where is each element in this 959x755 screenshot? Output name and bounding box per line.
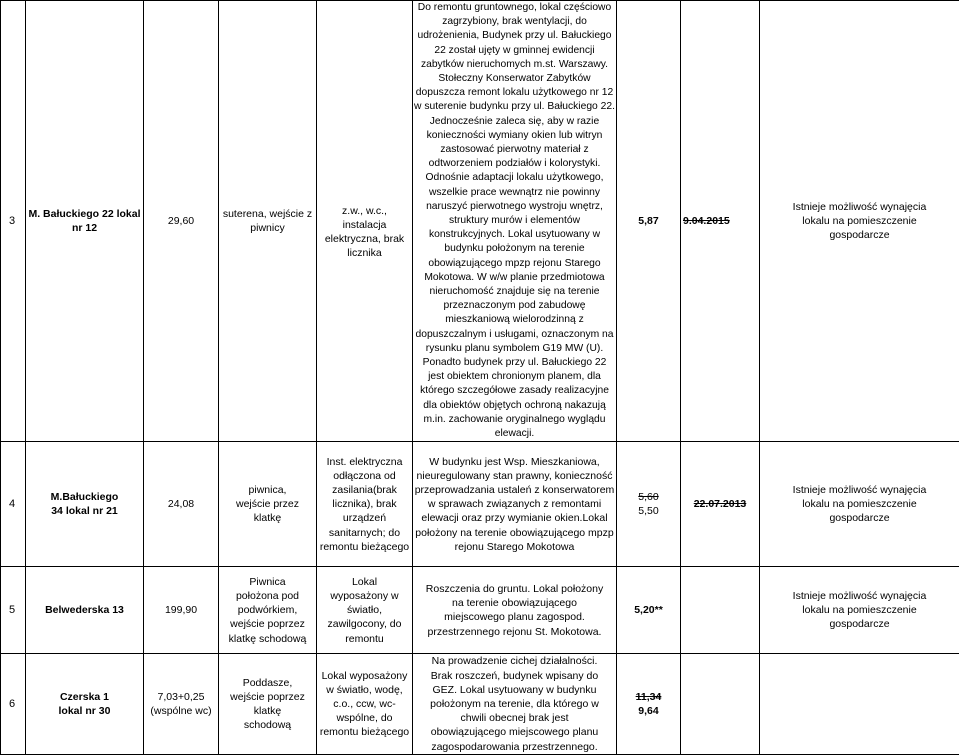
equipment-cell: Lokal wyposażony w światło, wodę, c.o., ccw, wc-wspólne, do remontu bieżącego	[317, 654, 413, 754]
equipment-cell: Inst. elektryczna odłączona od zasilania(brak licznika), brak urządzeń sanitarnych; do remontu bieżącego	[317, 442, 413, 567]
table-row	[1, 1, 959, 442]
location-cell: piwnica, wejście przez klatkę	[219, 442, 317, 567]
date-cell	[681, 654, 760, 754]
location-cell: suterena, wejście z piwnicy	[219, 1, 317, 442]
remarks-cell: Istnieje możliwość wynajęcia lokalu na pomieszczenie gospodarcze	[760, 442, 959, 567]
table-row	[1, 654, 959, 754]
equipment-cell: Lokal wyposażony w światło, zawilgocony, do remontu	[317, 567, 413, 654]
description-cell: W budynku jest Wsp. Mieszkaniowa, nieuregulowany stan prawny, konieczność przeprowadzania ustaleń z konserwatorem w sprawach związanych z remontami elewacji oraz przy wymianie okien.Lokal położony na terenie obowiązującego mpzp rejonu Starego Mokotowa	[413, 442, 617, 567]
date-cell: 9.04.2015	[681, 1, 760, 442]
table-row	[1, 442, 959, 567]
area-cell: 199,90	[144, 567, 219, 654]
remarks-cell: Istnieje możliwość wynajęcia lokalu na pomieszczenie gospodarcze	[760, 567, 959, 654]
rate-cell	[617, 567, 681, 654]
address-cell: M. Bałuckiego 22 lokal nr 12	[26, 1, 144, 442]
address-cell: Czerska 1 lokal nr 30	[26, 654, 144, 754]
row-number: 6	[1, 654, 26, 754]
rate-value: 9,64	[619, 704, 678, 718]
rate-value: 5,20**	[634, 604, 663, 616]
date-cell	[681, 567, 760, 654]
remarks-cell: Istnieje możliwość wynajęcia lokalu na pomieszczenie gospodarcze	[760, 1, 959, 442]
description-cell: Do remontu gruntownego, lokal częściowo zagrzybiony, brak wentylacji, do udrożenienia, Budynek przy ul. Bałuckiego 22 został ujęty w gminnej ewidencji zabytków nieruchomych m.st. Warszawy. Stołeczny Konserwator Zabytków dopuszcza remont lokalu użytkowego nr 12 w suterenie budynku przy ul. Bałuckiego 22. Jednocześnie zaleca się, aby w razie konieczności wymiany okien lub witryn zastosować pierwotny materiał z odtworzeniem podziałów i kolorystyki. Odnośnie adaptacji lokalu użytkowego, wszelkie prace wewnątrz nie powinny naruszyć pierwotnego wystroju wnętrz, struktury murów i elementów konstrukcyjnych. Lokal usytuowany w budynku położonym na terenie obowiązującego mpzp rejonu Starego Mokotowa. W w/w planie przedmiotowa nieruchomość znajduje się na terenie przeznaczonym pod zabudowę mieszkaniową wielorodzinną z dopuszczalnym i usługami, oznaczonym na rysunku planu symbolem G19 MW (U). Ponadto budynek przy ul. Bałuckiego 22 jest obiektem chronionym planem, dla którego szczegółowe zasady realizacyjne dla obiektów objętych ochroną nakazują m.in. zachowanie oryginalnego wyglądu elewacji.	[413, 1, 617, 442]
date-cell: 22.07.2013	[681, 442, 760, 567]
rate-cell	[617, 654, 681, 754]
rate-old-value: 5,60	[619, 490, 678, 504]
area-cell: 29,60	[144, 1, 219, 442]
row-number: 4	[1, 442, 26, 567]
rate-cell	[617, 1, 681, 442]
description-cell: Roszczenia do gruntu. Lokal położony na terenie obowiązującego miejscowego planu zagospod. przestrzennego rejonu St. Mokotowa.	[413, 567, 617, 654]
row-number: 5	[1, 567, 26, 654]
row-number: 3	[1, 1, 26, 442]
description-cell: Na prowadzenie cichej działalności. Brak roszczeń, budynek wpisany do GEZ. Lokal usytuowany w budynku położonym na terenie, dla którego w chwili obecnej brak jest obowiązującego miejscowego planu zagospodarowania przestrzennego.	[413, 654, 617, 754]
rate-cell	[617, 442, 681, 567]
equipment-cell: z.w., w.c., instalacja elektryczna, brak licznika	[317, 1, 413, 442]
area-cell: 7,03+0,25 (wspólne wc)	[144, 654, 219, 754]
rate-old-value: 11,34	[619, 690, 678, 704]
location-cell: Poddasze, wejście poprzez klatkę schodową	[219, 654, 317, 754]
address-cell: Belwederska 13	[26, 567, 144, 654]
remarks-cell	[760, 654, 959, 754]
rate-value: 5,87	[638, 215, 658, 227]
location-cell: Piwnica położona pod podwórkiem, wejście poprzez klatkę schodową	[219, 567, 317, 654]
area-cell: 24,08	[144, 442, 219, 567]
rate-value: 5,50	[619, 504, 678, 518]
address-cell: M.Bałuckiego 34 lokal nr 21	[26, 442, 144, 567]
table-row	[1, 567, 959, 654]
